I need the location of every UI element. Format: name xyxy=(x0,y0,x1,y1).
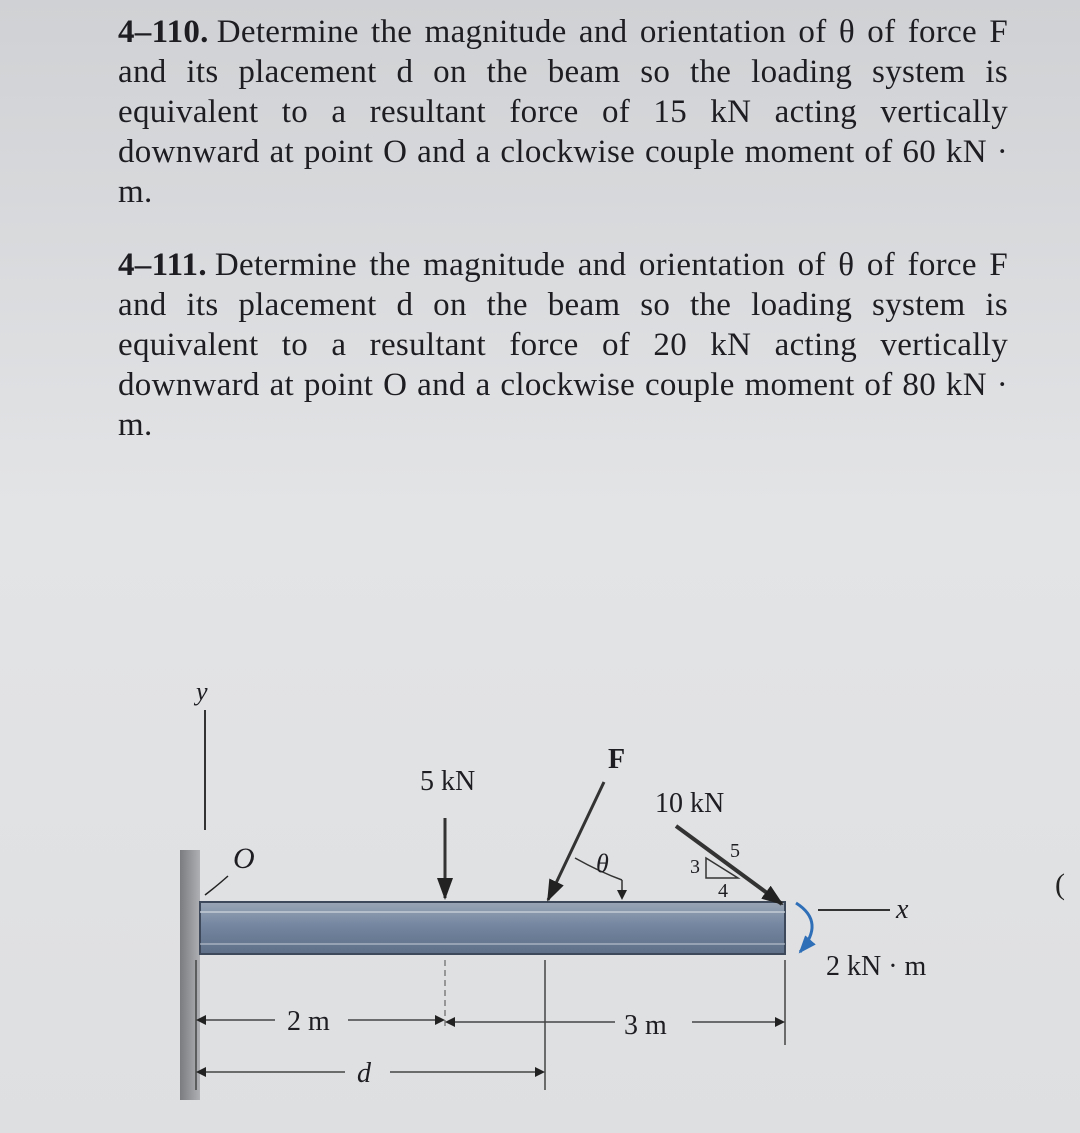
origin-leader xyxy=(205,876,228,895)
force-f-arrow xyxy=(548,782,604,900)
load-10kn-label: 10 kN xyxy=(655,788,725,819)
load-5kn-label: 5 kN xyxy=(420,766,476,797)
slope-3: 3 xyxy=(690,856,700,878)
margin-mark: ( xyxy=(1055,868,1065,901)
dim-d-label: d xyxy=(357,1058,371,1089)
y-axis-label: y xyxy=(196,677,208,706)
fixed-wall xyxy=(180,850,200,1100)
couple-moment-arrow xyxy=(796,903,812,952)
couple-moment-label: 2 kN · m xyxy=(826,951,927,982)
force-f-label: F xyxy=(608,744,626,775)
x-axis-label: x xyxy=(896,894,909,925)
problem-text: Determine the magnitude and orientation of θ of force F and its placement d on the beam so the loading system is equivalent to a resultant force of 20 kN acting vertically downward at point O and a clockwise couple moment of 80 kN · m. xyxy=(118,247,1008,443)
beam xyxy=(200,902,785,954)
origin-label: O xyxy=(233,842,255,875)
theta-label: θ xyxy=(596,849,609,878)
slope-5: 5 xyxy=(730,840,740,862)
slope-4: 4 xyxy=(718,880,728,902)
problem-text: Determine the magnitude and orientation of θ of force F and its placement d on the beam so the loading system is equivalent to a resultant force of 15 kN acting vertically downward at point O and a clockwise couple moment of 60 kN · m. xyxy=(118,14,1008,210)
dim-2m-label: 2 m xyxy=(287,1006,330,1037)
dim-3m-label: 3 m xyxy=(624,1010,667,1041)
problem-number: 4–110. xyxy=(118,14,209,50)
problem-number: 4–111. xyxy=(118,247,207,283)
